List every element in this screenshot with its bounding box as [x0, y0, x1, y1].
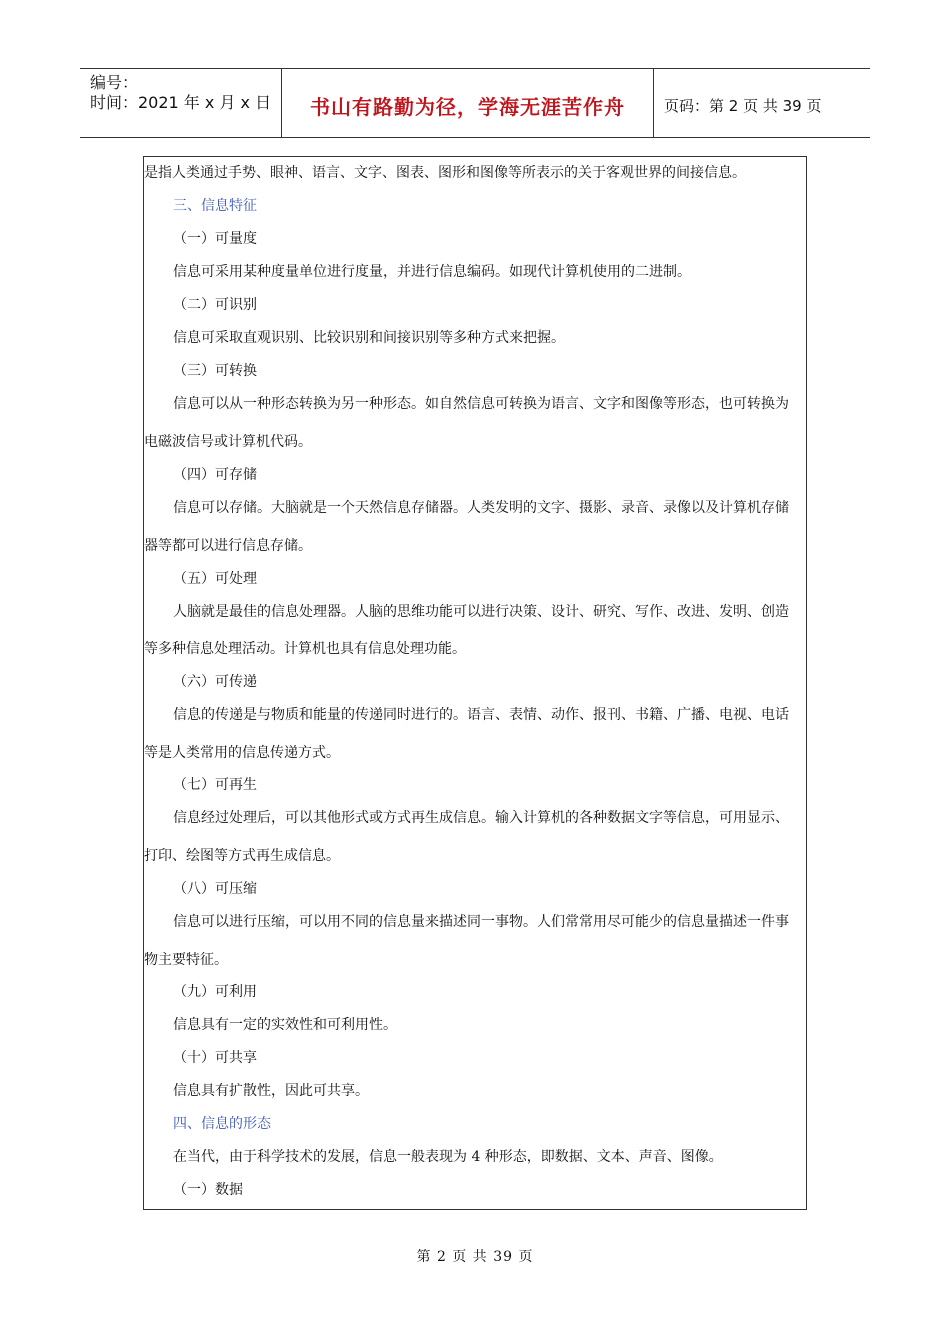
subheading: （二）可识别 — [173, 297, 257, 313]
paragraph-line: 器等都可以进行信息存储。 — [144, 538, 312, 554]
section-heading: 三、信息特征 — [173, 198, 257, 214]
paragraph-line: 信息具有扩散性，因此可共享。 — [173, 1083, 369, 1099]
content-box — [143, 156, 807, 1210]
header-motto: 书山有路勤为径，学海无涯苦作舟 — [282, 69, 654, 137]
paragraph-line: 物主要特征。 — [144, 952, 228, 968]
subheading: （十）可共享 — [173, 1050, 257, 1066]
paragraph-line: 信息经过处理后，可以其他形式或方式再生成信息。输入计算机的各种数据文字等信息，可用显示、 — [173, 810, 789, 826]
number-label: 编号： — [90, 73, 139, 92]
paragraph-line: 电磁波信号或计算机代码。 — [144, 434, 312, 450]
paragraph-line: 信息可以进行压缩，可以用不同的信息量来描述同一事物。人们常常用尽可能少的信息量描述一件事 — [173, 914, 789, 930]
subheading: （四）可存储 — [173, 467, 257, 483]
paragraph-line: 信息的传递是与物质和能量的传递同时进行的。语言、表情、动作、报刊、书籍、广播、电视、电话 — [173, 707, 789, 723]
subheading: （七）可再生 — [173, 777, 257, 793]
subheading: （三）可转换 — [173, 363, 257, 379]
paragraph-line: 人脑就是最佳的信息处理器。人脑的思维功能可以进行决策、设计、研究、写作、改进、发明、创造 — [173, 604, 789, 620]
header-page-info: 页码：第 2 页 共 39 页 — [664, 96, 822, 115]
document-header — [80, 68, 870, 138]
subheading: （五）可处理 — [173, 571, 257, 587]
section-heading: 四、信息的形态 — [173, 1116, 271, 1132]
subheading: （一）数据 — [173, 1182, 243, 1198]
paragraph-line: 信息可以从一种形态转换为另一种形态。如自然信息可转换为语言、文字和图像等形态，也可转换为 — [173, 396, 789, 412]
paragraph-line: 等是人类常用的信息传递方式。 — [144, 745, 340, 761]
header-meta — [80, 69, 282, 137]
paragraph-line: 在当代，由于科学技术的发展，信息一般表现为 4 种形态，即数据、文本、声音、图像。 — [173, 1149, 723, 1165]
subheading: （一）可量度 — [173, 231, 257, 247]
subheading: （六）可传递 — [173, 674, 257, 690]
subheading: （九）可利用 — [173, 984, 257, 1000]
time-label: 时间：2021 年 x 月 x 日 — [90, 93, 272, 112]
paragraph-line: 打印、绘图等方式再生成信息。 — [144, 848, 340, 864]
paragraph-line: 信息可采用某种度量单位进行度量，并进行信息编码。如现代计算机使用的二进制。 — [173, 264, 691, 280]
subheading: （八）可压缩 — [173, 881, 257, 897]
page-footer: 第 2 页 共 39 页 — [416, 1249, 534, 1265]
paragraph-line: 等多种信息处理活动。计算机也具有信息处理功能。 — [144, 641, 466, 657]
paragraph-line: 是指人类通过手势、眼神、语言、文字、图表、图形和图像等所表示的关于客观世界的间接信息。 — [144, 165, 746, 181]
paragraph-line: 信息具有一定的实效性和可利用性。 — [173, 1017, 397, 1033]
paragraph-line: 信息可采取直观识别、比较识别和间接识别等多种方式来把握。 — [173, 330, 565, 346]
paragraph-line: 信息可以存储。大脑就是一个天然信息存储器。人类发明的文字、摄影、录音、录像以及计算机存储 — [173, 500, 789, 516]
